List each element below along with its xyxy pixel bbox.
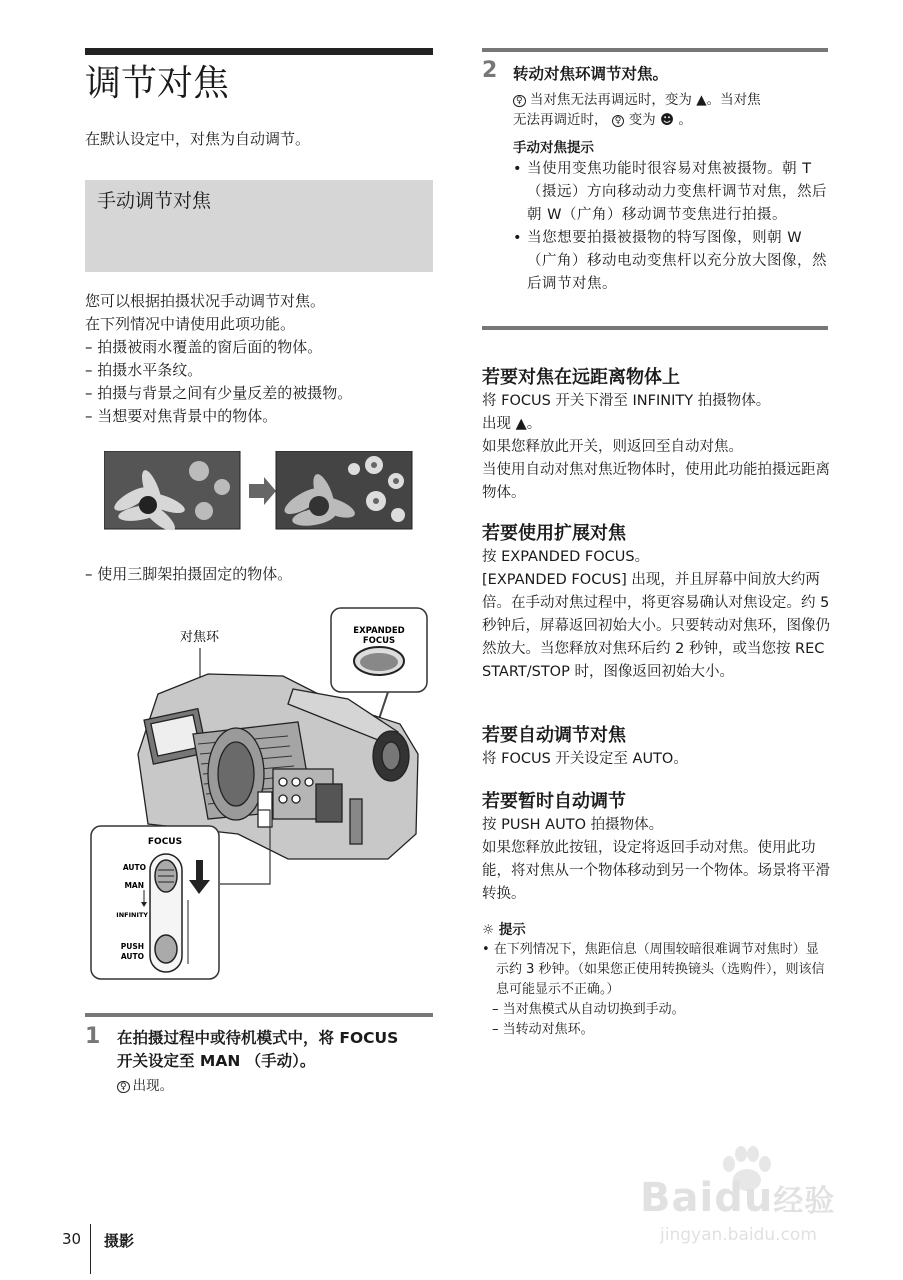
title-rule: [85, 48, 433, 55]
temp-heading: 若要暂时自动调节: [482, 791, 626, 812]
left-paragraph-1: 您可以根据拍摄状况手动调节对焦。: [85, 292, 326, 310]
list-item-tripod: – 使用三脚架拍摄固定的物体。: [85, 565, 293, 583]
label-push-auto: AUTO: [120, 952, 144, 961]
focus-title: FOCUS: [147, 837, 183, 847]
label-infinity: INFINITY: [116, 911, 148, 919]
hint-line: – 当对焦模式从自动切换到手动。: [492, 1002, 685, 1017]
hint-line: • 在下列情况下，焦距信息（周围较暗很难调节对焦时）显示约 3 秒钟。（如果您正使用转换镜头（选购件），则该信息可能显示不正确。）: [482, 942, 825, 997]
list-item: – 拍摄水平条纹。: [85, 361, 203, 379]
step2: [513, 63, 828, 296]
expanded-line: [EXPANDED FOCUS] 出现，并且屏幕中间放大约两倍。在手动对焦过程中，将更容易确认对焦设定。约 5 秒钟后，屏幕返回初始大小。只要转动对焦环，图像仍然放大。当您释放对焦环后约 2 秒钟，或当您按 REC START/STOP 时，图像返回初始大小。: [482, 572, 830, 680]
hint-section: [482, 920, 830, 1040]
label-man: MAN: [124, 881, 144, 890]
step1-rule: [85, 1013, 433, 1017]
expanded-label-2: FOCUS: [362, 636, 396, 646]
step2-note-c: 无法再调近时，: [513, 112, 608, 128]
step2-note-d: 变为: [628, 112, 656, 128]
step1-text-a: 在拍摄过程中或待机模式中，将 FOCUS: [117, 1029, 399, 1047]
far-line: 将 FOCUS 开关下滑至 INFINITY 拍摄物体。: [482, 393, 771, 409]
tip-item: • 当使用变焦功能时很容易对焦被摄物。朝 T（摄远）方向移动动力变焦杆调节对焦，然后朝 W（广角）移动调节变焦进行拍摄。: [513, 161, 827, 223]
far-focus-section: [482, 366, 830, 505]
far-line-a: 出现: [482, 416, 511, 432]
page-number: 30: [62, 1230, 82, 1248]
list-item: – 当想要对焦背景中的物体。: [85, 407, 278, 425]
person-closeup-icon: ☻: [659, 112, 675, 128]
step2-number: 2: [482, 58, 498, 83]
far-line: 如果您释放此开关，则返回至自动对焦。: [482, 439, 743, 455]
auto-focus-section: [482, 724, 830, 771]
baidu-watermark: [640, 1150, 880, 1250]
left-body: [85, 290, 433, 428]
expanded-heading: 若要使用扩展对焦: [482, 523, 626, 544]
section-header-box: [85, 180, 433, 272]
label-push: PUSH: [120, 942, 144, 951]
arrow-right-icon: [249, 477, 276, 505]
step2-note-e: 。: [678, 112, 692, 128]
list-item: – 拍摄被雨水覆盖的窗后面的物体。: [85, 338, 323, 356]
auto-heading: 若要自动调节对焦: [482, 725, 626, 746]
watermark-brand-b: du: [714, 1175, 774, 1221]
infinity-mountain-icon: ▲: [696, 92, 707, 108]
step1: [117, 1027, 437, 1096]
footer-divider: [90, 1224, 91, 1274]
temp-auto-section: [482, 790, 830, 906]
temp-line: 按 PUSH AUTO 拍摄物体。: [482, 817, 664, 833]
step2-rule: [482, 48, 828, 52]
step2-note-a: 当对焦无法再调远时，变为: [529, 92, 692, 108]
tips-title: 手动对焦提示: [513, 140, 594, 156]
manual-focus-icon: ♀: [513, 95, 526, 107]
step2-bottom-rule: [482, 326, 828, 330]
step2-note-b: 。当对焦: [706, 92, 761, 108]
watermark-url: jingyan.baidu.com: [660, 1225, 817, 1245]
auto-line: 将 FOCUS 开关设定至 AUTO。: [482, 751, 688, 767]
manual-focus-icon: ♀: [612, 115, 625, 127]
step1-note-text: 出现。: [132, 1078, 174, 1094]
hint-title-row: [482, 920, 830, 940]
expanded-label-1: EXPANDED: [353, 626, 405, 636]
temp-line: 如果您释放此按钮，设定将返回手动对焦。使用此功能，将对焦从一个物体移动到另一个物体。场景将平滑转换。: [482, 840, 830, 902]
list-item: – 拍摄与背景之间有少量反差的被摄物。: [85, 384, 353, 402]
left-paragraph-2: 在下列情况中请使用此项功能。: [85, 315, 296, 333]
lightbulb-icon: ☼: [482, 922, 495, 938]
expanded-line: 按 EXPANDED FOCUS。: [482, 549, 650, 565]
flower-illustration: [104, 451, 414, 531]
label-auto: AUTO: [122, 863, 146, 872]
tip-item: • 当您想要拍摄被摄物的特写图像，则朝 W（广角）移动电动变焦杆以充分放大图像，然后调节对焦。: [513, 230, 827, 292]
footer-section: 摄影: [104, 1232, 135, 1250]
expanded-focus-section: [482, 522, 830, 684]
manual-focus-icon: ♀: [117, 1081, 130, 1093]
page-title: 调节对焦: [85, 63, 230, 104]
step1-text-b: 开关设定至 MAN （手动）。: [117, 1052, 316, 1070]
step2-note: [513, 90, 828, 130]
step2-text: 转动对焦环调节对焦。: [513, 65, 669, 83]
intro-text: 在默认设定中，对焦为自动调节。: [85, 130, 311, 148]
far-line-b: 。: [526, 416, 542, 432]
far-line: 当使用自动对焦对焦近物体时，使用此功能拍摄远距离物体。: [482, 462, 830, 501]
hint-title: 提示: [498, 922, 526, 938]
section-heading: 手动调节对焦: [97, 190, 212, 212]
step1-note: [117, 1076, 437, 1096]
focus-ring-label: 对焦环: [180, 630, 220, 645]
hint-line: – 当转动对焦环。: [492, 1022, 594, 1037]
infinity-mountain-icon: ▲: [515, 416, 527, 432]
step1-number: 1: [85, 1024, 101, 1049]
camera-figure: [88, 604, 434, 984]
watermark-brand-a: Bai: [640, 1175, 715, 1221]
push-auto-button: [155, 935, 177, 963]
far-heading: 若要对焦在远距离物体上: [482, 367, 680, 388]
far-line: [482, 413, 830, 436]
watermark-brand-c: 经验: [773, 1184, 836, 1219]
